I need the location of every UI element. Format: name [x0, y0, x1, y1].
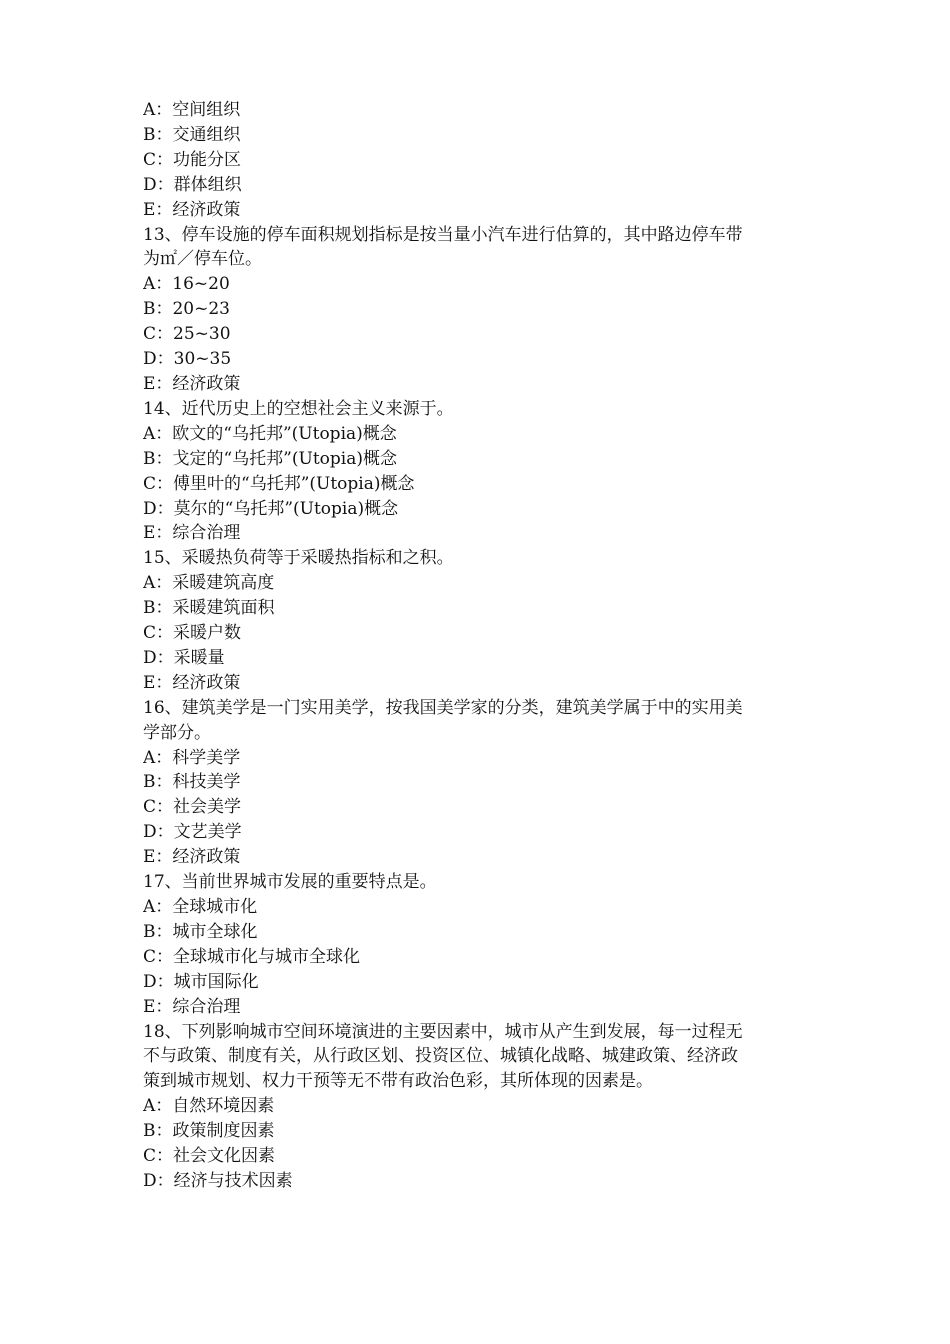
option-line: C：功能分区	[143, 149, 242, 170]
option-line: C：全球城市化与城市全球化	[143, 946, 361, 967]
option-line: A：科学美学	[143, 747, 241, 768]
option-line: E：经济政策	[143, 373, 241, 394]
option-line: C：社会文化因素	[143, 1146, 276, 1167]
option-line: E：经济政策	[143, 672, 241, 693]
option-line: B：科技美学	[143, 772, 241, 793]
option-line: A：采暖建筑高度	[143, 573, 275, 594]
option-line: C：25~30	[143, 324, 231, 345]
option-line: C：采暖户数	[143, 623, 242, 644]
option-line: D：采暖量	[143, 647, 225, 668]
option-line: C：傅里叶的“乌托邦”(Utopia)概念	[143, 473, 415, 494]
option-line: B：采暖建筑面积	[143, 598, 275, 619]
option-line: D：文艺美学	[143, 822, 242, 843]
option-line: A：16~20	[143, 274, 230, 295]
option-line: C：社会美学	[143, 797, 242, 818]
option-line: E：综合治理	[143, 523, 241, 544]
question-text-body	[143, 98, 823, 1194]
option-line: A：欧文的“乌托邦”(Utopia)概念	[143, 423, 397, 444]
question-17-line: 17、当前世界城市发展的重要特点是。	[143, 872, 437, 893]
option-line: B：交通组织	[143, 124, 241, 145]
option-line: E：综合治理	[143, 996, 241, 1017]
option-line: A：全球城市化	[143, 897, 258, 917]
question-14-line: 14、近代历史上的空想社会主义来源于。	[143, 398, 454, 419]
question-18-line: 不与政策、制度有关，从行政区划、投资区位、城镇化战略、城建政策、经济政	[143, 1046, 738, 1067]
option-line: B：20~23	[143, 299, 231, 320]
option-line: D：经济与技术因素	[143, 1170, 293, 1191]
option-line: D：城市国际化	[143, 971, 259, 992]
option-line: D：30~35	[143, 349, 232, 370]
option-line: B：戈定的“乌托邦”(Utopia)概念	[143, 448, 397, 469]
option-line: A：空间组织	[143, 100, 241, 120]
question-16-line: 学部分。	[143, 722, 211, 743]
option-line: D：莫尔的“乌托邦”(Utopia)概念	[143, 498, 399, 519]
option-line: E：经济政策	[143, 199, 241, 220]
question-18-line: 策到城市规划、权力干预等无不带有政治色彩，其所体现的因素是。	[143, 1071, 653, 1092]
option-line: B：城市全球化	[143, 921, 258, 942]
option-line: A：自然环境因素	[143, 1096, 275, 1117]
question-13-line: 为㎡／停车位。	[143, 249, 262, 270]
question-13-line: 13、停车设施的停车面积规划指标是按当量小汽车进行估算的，其中路边停车带	[143, 224, 743, 245]
question-15-line: 15、采暖热负荷等于采暖热指标和之积。	[143, 548, 454, 569]
option-line: D：群体组织	[143, 174, 242, 195]
question-18-line: 18、下列影响城市空间环境演进的主要因素中，城市从产生到发展，每一过程无	[143, 1021, 743, 1042]
option-line: E：经济政策	[143, 847, 241, 868]
option-line: B：政策制度因素	[143, 1121, 275, 1142]
question-16-line: 16、建筑美学是一门实用美学，按我国美学家的分类，建筑美学属于中的实用美	[143, 697, 743, 718]
